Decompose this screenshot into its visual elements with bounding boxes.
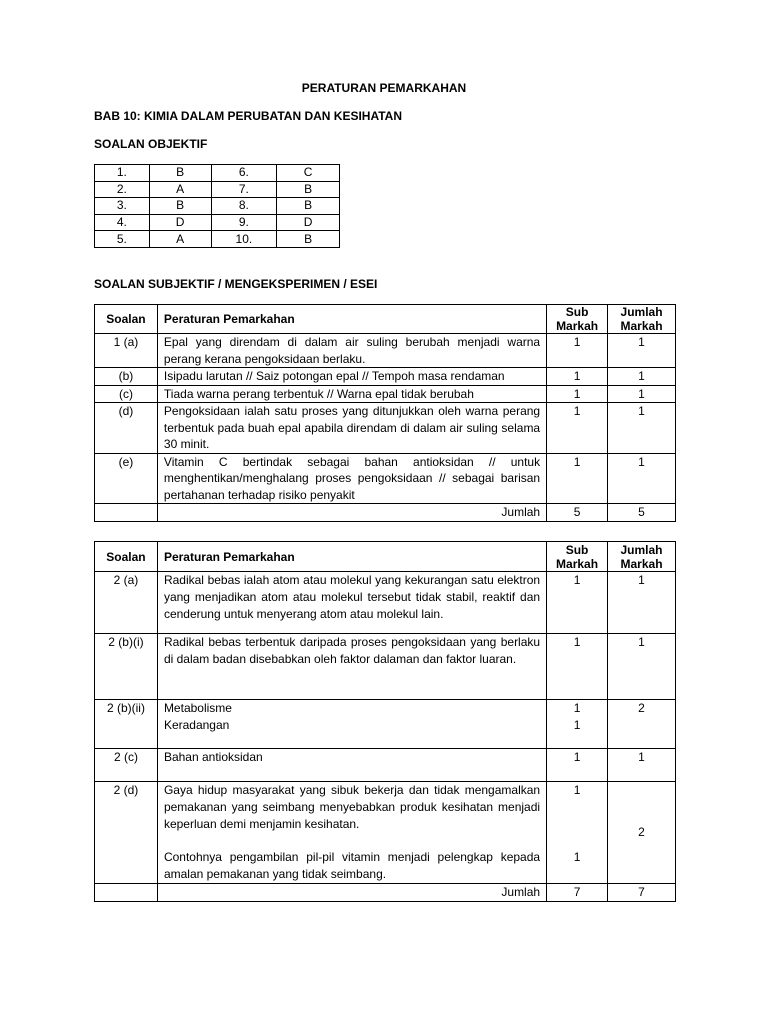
total-sub-mark: 5 bbox=[547, 504, 608, 522]
table-row bbox=[95, 782, 676, 884]
empty-cell bbox=[95, 884, 158, 902]
objective-heading: SOALAN OBJEKTIF bbox=[94, 137, 208, 151]
header-soalan: Soalan bbox=[95, 305, 158, 334]
total-sub-mark: 7 bbox=[547, 884, 608, 902]
objective-answer-table bbox=[94, 164, 340, 248]
marking-text-line: Keradangan bbox=[163, 718, 230, 732]
total-label: Jumlah bbox=[157, 884, 546, 902]
table-row bbox=[95, 572, 676, 634]
sub-mark: 1 bbox=[547, 334, 608, 368]
answer: B bbox=[277, 181, 340, 198]
header-jumlah-markah: Jumlah Markah bbox=[608, 305, 676, 334]
total-mark: 2 bbox=[608, 700, 676, 749]
sub-mark-value: 1 bbox=[573, 701, 581, 715]
marking-text: Epal yang direndam di dalam air suling berubah menjadi warna perang kerana pengoksidaan berlaku. bbox=[157, 334, 546, 368]
answer: B bbox=[277, 231, 340, 248]
table-row bbox=[95, 198, 340, 215]
total-row bbox=[95, 504, 676, 522]
marking-text: Isipadu larutan // Saiz potongan epal // Tempoh masa rendaman bbox=[157, 368, 546, 386]
sub-mark bbox=[547, 782, 608, 884]
table-row bbox=[95, 453, 676, 504]
answer: D bbox=[277, 214, 340, 231]
total-mark: 1 bbox=[608, 453, 676, 504]
question-label: 1 (a) bbox=[95, 334, 158, 368]
total-mark bbox=[608, 782, 676, 884]
answer: C bbox=[277, 165, 340, 182]
marking-text: Bahan antioksidan bbox=[157, 749, 546, 782]
table-row bbox=[95, 368, 676, 386]
answer: B bbox=[277, 198, 340, 215]
table-row bbox=[95, 634, 676, 700]
question-label: 2 (b)(i) bbox=[95, 634, 158, 700]
total-mark: 1 bbox=[608, 749, 676, 782]
header-peraturan: Peraturan Pemarkahan bbox=[157, 305, 546, 334]
table-row bbox=[95, 749, 676, 782]
marking-table-2 bbox=[94, 541, 676, 902]
question-number: 3. bbox=[95, 198, 150, 215]
table-row bbox=[95, 403, 676, 454]
sub-mark: 1 bbox=[547, 634, 608, 700]
marking-text-line: Metabolisme bbox=[163, 701, 232, 715]
question-label: 2 (c) bbox=[95, 749, 158, 782]
sub-mark: 1 bbox=[547, 453, 608, 504]
marking-text: Pengoksidaan ialah satu proses yang ditunjukkan oleh warna perang terbentuk pada buah epal apabila direndam di dalam air suling selama 30 minit. bbox=[157, 403, 546, 454]
table-row bbox=[95, 214, 340, 231]
marking-text: Radikal bebas terbentuk daripada proses pengoksidaan yang berlaku di dalam badan disebabkan oleh faktor dalaman dan faktor luaran. bbox=[157, 634, 546, 700]
question-number: 6. bbox=[211, 165, 277, 182]
total-mark: 1 bbox=[608, 368, 676, 386]
sub-mark: 1 bbox=[547, 749, 608, 782]
total-mark: 1 bbox=[608, 334, 676, 368]
answer: B bbox=[149, 198, 211, 215]
table-header-row bbox=[95, 305, 676, 334]
sub-mark: 1 bbox=[547, 385, 608, 403]
chapter-heading: BAB 10: KIMIA DALAM PERUBATAN DAN KESIHATAN bbox=[94, 109, 402, 123]
marking-text-paragraph: Contohnya pengambilan pil-pil vitamin menjadi pelengkap kepada amalan pemakanan yang tidak seimbang. bbox=[163, 850, 541, 881]
question-number: 2. bbox=[95, 181, 150, 198]
total-mark: 1 bbox=[608, 403, 676, 454]
empty-cell bbox=[95, 504, 158, 522]
sub-mark-value: 1 bbox=[573, 783, 581, 797]
marking-text bbox=[157, 782, 546, 884]
question-label: (b) bbox=[95, 368, 158, 386]
spacer bbox=[164, 833, 540, 849]
header-jumlah-markah: Jumlah Markah bbox=[608, 542, 676, 572]
marking-text: Radikal bebas ialah atom atau molekul yang kekurangan satu elektron yang menjadikan atom atau molekul tersebut tidak stabil, reaktif dan cenderung untuk menyerang atom atau molekul lain. bbox=[157, 572, 546, 634]
question-label: 2 (d) bbox=[95, 782, 158, 884]
header-sub-markah: Sub Markah bbox=[547, 305, 608, 334]
total-mark: 1 bbox=[608, 572, 676, 634]
sub-mark: 1 bbox=[547, 572, 608, 634]
subjective-heading: SOALAN SUBJEKTIF / MENGEKSPERIMEN / ESEI bbox=[94, 277, 378, 291]
answer: D bbox=[149, 214, 211, 231]
question-label: 2 (a) bbox=[95, 572, 158, 634]
total-jumlah-mark: 5 bbox=[608, 504, 676, 522]
question-number: 1. bbox=[95, 165, 150, 182]
sub-mark: 1 bbox=[547, 368, 608, 386]
table-row bbox=[95, 385, 676, 403]
marking-text bbox=[157, 700, 546, 749]
document-title: PERATURAN PEMARKAHAN bbox=[301, 81, 467, 95]
marking-table-1 bbox=[94, 304, 676, 522]
sub-mark-value: 1 bbox=[573, 850, 581, 864]
table-row bbox=[95, 165, 340, 182]
total-mark: 1 bbox=[608, 385, 676, 403]
spacer bbox=[551, 799, 603, 849]
header-soalan: Soalan bbox=[95, 542, 158, 572]
question-label: (c) bbox=[95, 385, 158, 403]
question-number: 9. bbox=[211, 214, 277, 231]
total-row bbox=[95, 884, 676, 902]
total-mark: 1 bbox=[608, 634, 676, 700]
question-number: 5. bbox=[95, 231, 150, 248]
marking-text-paragraph: Gaya hidup masyarakat yang sibuk bekerja dan tidak mengamalkan pemakanan yang seimbang menyebabkan produk kesihatan menjadi keperluan demi menjamin kesihatan. bbox=[163, 783, 541, 831]
sub-mark bbox=[547, 700, 608, 749]
question-number: 4. bbox=[95, 214, 150, 231]
table-header-row bbox=[95, 542, 676, 572]
total-jumlah-mark: 7 bbox=[608, 884, 676, 902]
table-row bbox=[95, 181, 340, 198]
answer: A bbox=[149, 181, 211, 198]
question-label: 2 (b)(ii) bbox=[95, 700, 158, 749]
answer: A bbox=[149, 231, 211, 248]
table-row bbox=[95, 700, 676, 749]
header-sub-markah: Sub Markah bbox=[547, 542, 608, 572]
sub-mark-value: 1 bbox=[573, 718, 581, 732]
table-row bbox=[95, 334, 676, 368]
question-label: (d) bbox=[95, 403, 158, 454]
sub-mark: 1 bbox=[547, 403, 608, 454]
table-row bbox=[95, 231, 340, 248]
question-number: 7. bbox=[211, 181, 277, 198]
answer: B bbox=[149, 165, 211, 182]
total-label: Jumlah bbox=[157, 504, 546, 522]
question-label: (e) bbox=[95, 453, 158, 504]
header-peraturan: Peraturan Pemarkahan bbox=[157, 542, 546, 572]
question-number: 8. bbox=[211, 198, 277, 215]
marking-text: Vitamin C bertindak sebagai bahan antioksidan // untuk menghentikan/menghalang proses pengoksidaan // sebagai barisan pertahanan terhadap risiko penyakit bbox=[157, 453, 546, 504]
question-number: 10. bbox=[211, 231, 277, 248]
marking-text: Tiada warna perang terbentuk // Warna epal tidak berubah bbox=[157, 385, 546, 403]
total-mark-value: 2 bbox=[638, 825, 645, 839]
